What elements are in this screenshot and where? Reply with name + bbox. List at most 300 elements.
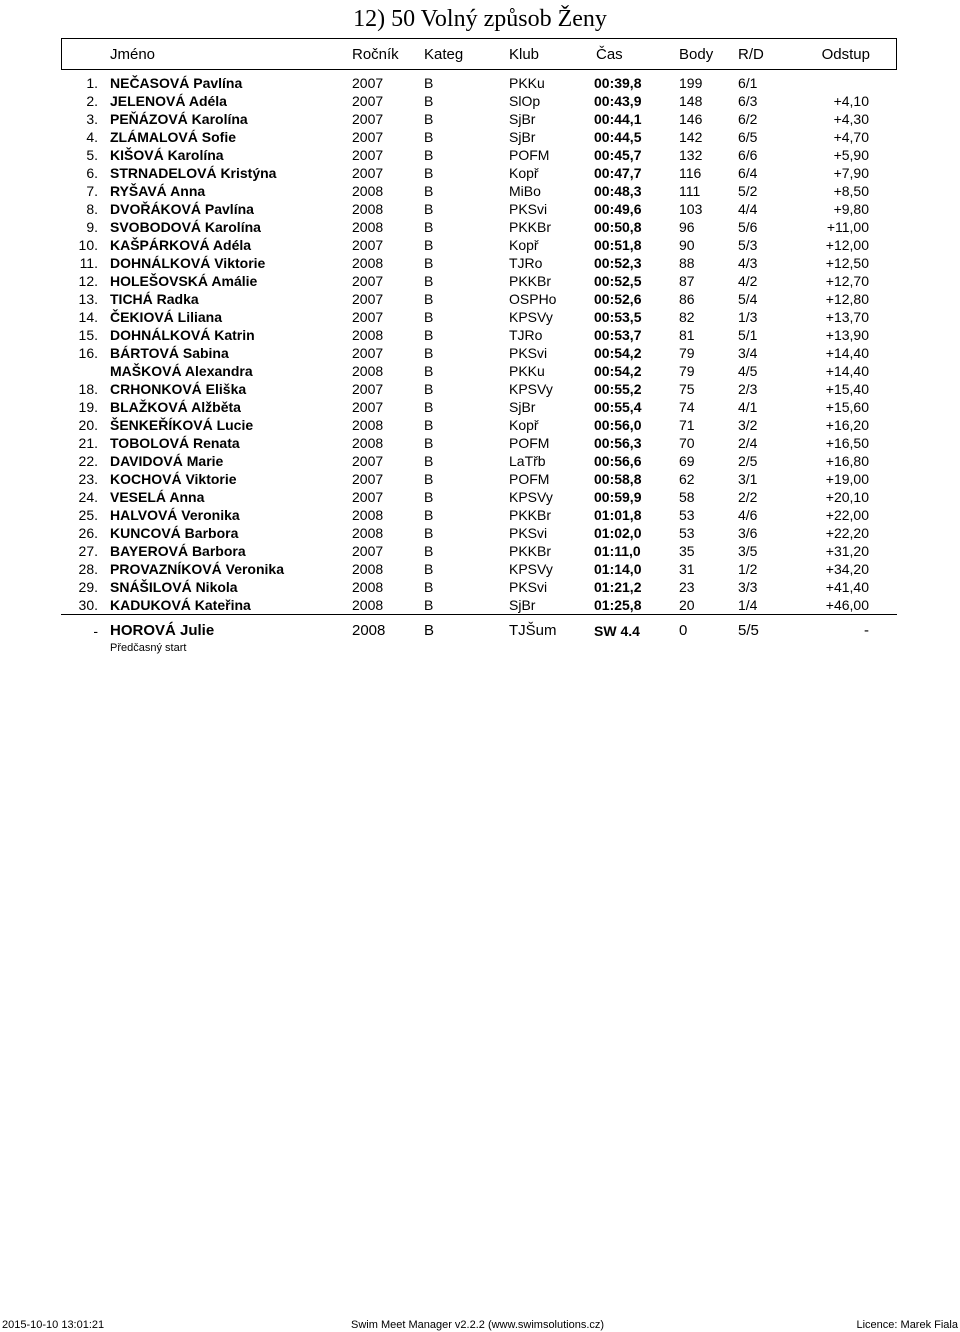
table-row [0, 434, 960, 452]
result-name: SNÁŠILOVÁ Nikola [110, 579, 238, 595]
result-points: 86 [679, 291, 695, 307]
result-club: PKKBr [509, 219, 552, 235]
dq-year: 2008 [352, 622, 386, 639]
result-club: TJRo [509, 255, 543, 271]
result-gap: +4,70 [833, 129, 869, 145]
result-points: 82 [679, 309, 695, 325]
result-category: B [424, 93, 434, 109]
result-points: 62 [679, 471, 695, 487]
result-category: B [424, 399, 434, 415]
table-row [0, 452, 960, 470]
result-name: CRHONKOVÁ Eliška [110, 381, 247, 397]
result-club: SjBr [509, 597, 536, 613]
result-category: B [424, 363, 434, 379]
result-gap: +16,80 [825, 453, 869, 469]
result-category: B [424, 111, 434, 127]
dq-club: TJŠum [509, 622, 557, 639]
result-time: 00:54,2 [594, 363, 642, 379]
result-time: 00:48,3 [594, 183, 642, 199]
header-club: Klub [509, 46, 540, 63]
result-year: 2007 [352, 129, 384, 145]
result-year: 2008 [352, 561, 384, 577]
result-name: KOCHOVÁ Viktorie [110, 471, 237, 487]
result-time: 00:58,8 [594, 471, 642, 487]
result-club: SjBr [509, 129, 536, 145]
result-name: DOHNÁLKOVÁ Viktorie [110, 255, 266, 271]
result-rd: 2/4 [738, 435, 758, 451]
dq-category: B [424, 622, 435, 639]
result-rank: 26. [78, 525, 98, 541]
result-rank: 15. [78, 327, 98, 343]
result-points: 20 [679, 597, 695, 613]
result-year: 2008 [352, 201, 384, 217]
result-category: B [424, 327, 434, 343]
result-rd: 6/3 [738, 93, 758, 109]
result-rank: 27. [78, 543, 98, 559]
result-category: B [424, 237, 434, 253]
result-gap: +22,20 [825, 525, 869, 541]
result-time: 00:52,5 [594, 273, 642, 289]
result-points: 132 [679, 147, 703, 163]
result-rank: 21. [78, 435, 98, 451]
result-category: B [424, 165, 434, 181]
result-rank: 29. [78, 579, 98, 595]
result-rd: 1/2 [738, 561, 758, 577]
table-row [0, 488, 960, 506]
result-time: 00:43,9 [594, 93, 642, 109]
result-category: B [424, 183, 434, 199]
result-points: 90 [679, 237, 695, 253]
result-club: PKKu [509, 363, 545, 379]
result-name: TICHÁ Radka [110, 291, 199, 307]
table-row [0, 164, 960, 182]
result-name: DVOŘÁKOVÁ Pavlína [110, 201, 254, 217]
result-category: B [424, 597, 434, 613]
result-points: 75 [679, 381, 695, 397]
result-year: 2008 [352, 183, 384, 199]
result-rd: 4/3 [738, 255, 758, 271]
result-year: 2007 [352, 471, 384, 487]
result-name: DOHNÁLKOVÁ Katrin [110, 327, 255, 343]
result-time: 01:14,0 [594, 561, 642, 577]
result-year: 2008 [352, 507, 384, 523]
result-name: KIŠOVÁ Karolína [110, 147, 224, 163]
result-rank: 13. [78, 291, 98, 307]
result-rank: 23. [78, 471, 98, 487]
result-gap: +11,00 [826, 219, 869, 235]
table-row [0, 290, 960, 308]
footer-licence: Licence: Marek Fiala [856, 1319, 958, 1331]
result-club: KPSVy [509, 381, 553, 397]
dq-note: Předčasný start [110, 642, 187, 654]
result-points: 96 [679, 219, 695, 235]
result-year: 2008 [352, 219, 384, 235]
header-category: Kateg [424, 46, 464, 63]
result-gap: +15,40 [825, 381, 869, 397]
result-gap: +13,90 [825, 327, 869, 343]
result-time: 00:45,7 [594, 147, 642, 163]
result-points: 53 [679, 507, 695, 523]
result-time: 00:56,0 [594, 417, 642, 433]
result-year: 2008 [352, 327, 384, 343]
result-name: DAVIDOVÁ Marie [110, 453, 224, 469]
result-name: BAYEROVÁ Barbora [110, 543, 246, 559]
dq-name: HOROVÁ Julie [110, 622, 215, 639]
result-year: 2008 [352, 255, 384, 271]
result-points: 58 [679, 489, 695, 505]
result-time: 00:52,3 [594, 255, 642, 271]
table-row [0, 362, 960, 380]
result-gap: +31,20 [825, 543, 869, 559]
result-rd: 3/4 [738, 345, 758, 361]
result-rank: 18. [78, 381, 98, 397]
result-time: 01:25,8 [594, 597, 642, 613]
result-time: 00:50,8 [594, 219, 642, 235]
result-points: 142 [679, 129, 703, 145]
result-category: B [424, 507, 434, 523]
result-year: 2008 [352, 363, 384, 379]
result-name: VESELÁ Anna [110, 489, 205, 505]
result-rank: 5. [86, 147, 98, 163]
result-gap: +14,40 [825, 363, 869, 379]
result-club: KPSVy [509, 489, 553, 505]
result-club: PKSvi [509, 201, 548, 217]
result-club: PKKBr [509, 273, 552, 289]
result-rd: 5/1 [738, 327, 758, 343]
result-year: 2007 [352, 381, 384, 397]
footer-software: Swim Meet Manager v2.2.2 (www.swimsolutions.cz) [351, 1319, 605, 1331]
result-rank: 3. [86, 111, 98, 127]
result-gap: +16,50 [825, 435, 869, 451]
footer-timestamp: 2015-10-10 13:01:21 [2, 1319, 105, 1331]
result-rank: 9. [86, 219, 98, 235]
table-row [0, 326, 960, 344]
result-rank: 6. [86, 165, 98, 181]
result-category: B [424, 219, 434, 235]
table-row [0, 542, 960, 560]
result-category: B [424, 255, 434, 271]
result-category: B [424, 75, 434, 91]
result-time: 00:49,6 [594, 201, 642, 217]
result-points: 23 [679, 579, 695, 595]
table-row [0, 272, 960, 290]
result-year: 2007 [352, 237, 384, 253]
table-row [0, 308, 960, 326]
header-time: Čas [596, 46, 623, 63]
result-points: 116 [679, 165, 702, 181]
result-rd: 4/2 [738, 273, 758, 289]
result-time: 00:55,2 [594, 381, 642, 397]
result-year: 2007 [352, 273, 384, 289]
result-rank: 25. [78, 507, 98, 523]
result-name: ČEKIOVÁ Liliana [110, 309, 223, 325]
dq-gap: - [864, 622, 869, 639]
result-rank: 1. [86, 75, 98, 91]
result-rd: 5/3 [738, 237, 758, 253]
result-name: TOBOLOVÁ Renata [110, 435, 240, 451]
result-club: Kopř [509, 165, 539, 181]
result-club: KPSVy [509, 309, 553, 325]
result-points: 35 [679, 543, 695, 559]
result-points: 53 [679, 525, 695, 541]
result-points: 31 [679, 561, 695, 577]
result-year: 2007 [352, 309, 384, 325]
result-name: ZLÁMALOVÁ Sofie [110, 129, 236, 145]
result-points: 79 [679, 345, 695, 361]
table-row [0, 200, 960, 218]
result-time: 00:55,4 [594, 399, 642, 415]
result-club: SlOp [509, 93, 541, 109]
result-rd: 5/4 [738, 291, 758, 307]
result-rank: 19. [78, 399, 98, 415]
result-gap: +12,00 [825, 237, 869, 253]
result-gap: +12,50 [825, 255, 869, 271]
result-rank: 8. [86, 201, 98, 217]
result-gap: +20,10 [825, 489, 869, 505]
result-rd: 1/3 [738, 309, 758, 325]
result-gap: +13,70 [825, 309, 869, 325]
result-club: SjBr [509, 111, 536, 127]
result-club: POFM [509, 471, 550, 487]
result-year: 2008 [352, 435, 384, 451]
result-rd: 6/6 [738, 147, 758, 163]
result-time: 00:52,6 [594, 291, 642, 307]
result-year: 2008 [352, 579, 384, 595]
result-rank: 11. [79, 255, 98, 271]
result-rank: 10. [78, 237, 98, 253]
result-club: KPSVy [509, 561, 553, 577]
result-time: 00:56,3 [594, 435, 642, 451]
result-club: PKSvi [509, 345, 548, 361]
result-points: 199 [679, 75, 703, 91]
header-rd: R/D [738, 46, 764, 63]
dq-time: SW 4.4 [594, 623, 640, 639]
result-year: 2007 [352, 147, 384, 163]
result-name: JELENOVÁ Adéla [110, 93, 227, 109]
table-row [0, 344, 960, 362]
result-year: 2008 [352, 525, 384, 541]
result-name: HALVOVÁ Veronika [110, 507, 240, 523]
result-time: 00:51,8 [594, 237, 642, 253]
result-year: 2007 [352, 345, 384, 361]
result-year: 2007 [352, 543, 384, 559]
result-name: KUNCOVÁ Barbora [110, 525, 239, 541]
result-club: PKSvi [509, 579, 548, 595]
result-time: 01:02,0 [594, 525, 642, 541]
result-gap: +19,00 [825, 471, 869, 487]
result-points: 79 [679, 363, 695, 379]
result-club: Kopř [509, 237, 539, 253]
result-points: 148 [679, 93, 703, 109]
result-rd: 2/2 [738, 489, 758, 505]
result-name: BÁRTOVÁ Sabina [110, 345, 229, 361]
result-club: PKSvi [509, 525, 548, 541]
result-time: 00:56,6 [594, 453, 642, 469]
result-time: 00:44,1 [594, 111, 642, 127]
result-club: PKKu [509, 75, 545, 91]
result-rd: 4/5 [738, 363, 758, 379]
result-year: 2007 [352, 399, 384, 415]
result-time: 01:11,0 [594, 543, 641, 559]
result-points: 69 [679, 453, 695, 469]
result-category: B [424, 417, 434, 433]
table-row [0, 92, 960, 110]
result-category: B [424, 147, 434, 163]
result-time: 00:47,7 [594, 165, 642, 181]
result-category: B [424, 543, 434, 559]
result-club: OSPHo [509, 291, 557, 307]
result-rd: 6/2 [738, 111, 758, 127]
table-row [0, 470, 960, 488]
result-rd: 2/5 [738, 453, 758, 469]
dq-points: 0 [679, 622, 688, 639]
result-rank: 22. [78, 453, 98, 469]
result-time: 00:54,2 [594, 345, 642, 361]
result-rank: 7. [86, 183, 98, 199]
result-rd: 4/1 [738, 399, 758, 415]
result-name: RYŠAVÁ Anna [110, 183, 206, 199]
result-category: B [424, 471, 434, 487]
result-rd: 5/2 [738, 183, 758, 199]
result-category: B [424, 273, 434, 289]
result-gap: +15,60 [825, 399, 869, 415]
result-category: B [424, 201, 434, 217]
result-gap: +8,50 [833, 183, 869, 199]
result-rd: 3/6 [738, 525, 758, 541]
result-points: 146 [679, 111, 703, 127]
result-rank: 16. [78, 345, 98, 361]
table-row [0, 380, 960, 398]
result-gap: +9,80 [833, 201, 869, 217]
result-club: SjBr [509, 399, 536, 415]
result-name: MAŠKOVÁ Alexandra [110, 363, 253, 379]
header-points: Body [679, 46, 714, 63]
result-rd: 3/1 [738, 471, 758, 487]
table-header [61, 38, 897, 70]
table-row [0, 524, 960, 542]
result-rd: 5/6 [738, 219, 758, 235]
result-time: 00:53,7 [594, 327, 642, 343]
result-club: PKKBr [509, 543, 552, 559]
result-points: 88 [679, 255, 695, 271]
result-category: B [424, 435, 434, 451]
result-category: B [424, 129, 434, 145]
result-category: B [424, 291, 434, 307]
result-rank: 24. [78, 489, 98, 505]
table-row [0, 218, 960, 236]
result-gap: +4,30 [833, 111, 869, 127]
result-rank: 30. [78, 597, 98, 613]
result-rank: 2. [86, 93, 98, 109]
result-rank: 4. [86, 129, 98, 145]
result-time: 00:59,9 [594, 489, 642, 505]
dq-rd: 5/5 [738, 622, 759, 639]
result-rd: 3/5 [738, 543, 758, 559]
header-year: Ročník [352, 46, 399, 63]
table-row [0, 416, 960, 434]
result-gap: +4,10 [833, 93, 869, 109]
result-year: 2007 [352, 75, 384, 91]
result-gap: +46,00 [825, 597, 869, 613]
table-row [0, 236, 960, 254]
result-time: 00:39,8 [594, 75, 642, 91]
result-points: 70 [679, 435, 695, 451]
result-gap: +12,70 [825, 273, 869, 289]
result-rank: 14. [78, 309, 98, 325]
disqualified-row [0, 621, 960, 641]
result-time: 01:21,2 [594, 579, 642, 595]
divider [61, 614, 897, 615]
result-time: 00:53,5 [594, 309, 642, 325]
result-rd: 1/4 [738, 597, 758, 613]
result-category: B [424, 561, 434, 577]
table-row [0, 560, 960, 578]
result-category: B [424, 381, 434, 397]
result-rd: 2/3 [738, 381, 758, 397]
result-year: 2007 [352, 489, 384, 505]
header-gap: Odstup [821, 46, 870, 63]
result-points: 71 [679, 417, 695, 433]
result-name: PROVAZNÍKOVÁ Veronika [110, 561, 285, 577]
result-year: 2007 [352, 453, 384, 469]
result-gap: +16,20 [825, 417, 869, 433]
result-category: B [424, 453, 434, 469]
result-gap: +14,40 [825, 345, 869, 361]
result-points: 81 [679, 327, 695, 343]
result-gap: +5,90 [833, 147, 869, 163]
table-row [0, 254, 960, 272]
result-rd: 3/2 [738, 417, 758, 433]
result-name: ŠENKEŘÍKOVÁ Lucie [110, 417, 254, 433]
result-year: 2007 [352, 165, 384, 181]
result-category: B [424, 579, 434, 595]
result-name: SVOBODOVÁ Karolína [110, 219, 261, 235]
table-row [0, 596, 960, 614]
table-row [0, 146, 960, 164]
result-name: NEČASOVÁ Pavlína [110, 75, 243, 91]
table-row [0, 578, 960, 596]
result-club: POFM [509, 147, 550, 163]
table-row [0, 74, 960, 92]
result-year: 2007 [352, 291, 384, 307]
result-category: B [424, 489, 434, 505]
page-title: 12) 50 Volný způsob Ženy [353, 6, 607, 32]
result-category: B [424, 525, 434, 541]
result-name: PEŇÁZOVÁ Karolína [110, 111, 248, 127]
result-gap: +7,90 [833, 165, 869, 181]
result-category: B [424, 345, 434, 361]
result-name: HOLEŠOVSKÁ Amálie [110, 273, 258, 289]
result-year: 2007 [352, 111, 384, 127]
result-club: TJRo [509, 327, 543, 343]
result-rank: 28. [78, 561, 98, 577]
result-rank: 20. [78, 417, 98, 433]
result-year: 2008 [352, 417, 384, 433]
result-name: STRNADELOVÁ Kristýna [110, 165, 277, 181]
result-club: LaTřb [509, 453, 546, 469]
result-time: 00:44,5 [594, 129, 642, 145]
dq-rank: - [93, 623, 98, 639]
result-year: 2007 [352, 93, 384, 109]
table-row [0, 128, 960, 146]
result-time: 01:01,8 [594, 507, 642, 523]
result-rd: 6/4 [738, 165, 758, 181]
result-gap: +22,00 [825, 507, 869, 523]
result-points: 74 [679, 399, 695, 415]
result-club: MiBo [509, 183, 541, 199]
result-name: KAŠPÁRKOVÁ Adéla [110, 237, 252, 253]
result-rd: 6/1 [738, 75, 758, 91]
